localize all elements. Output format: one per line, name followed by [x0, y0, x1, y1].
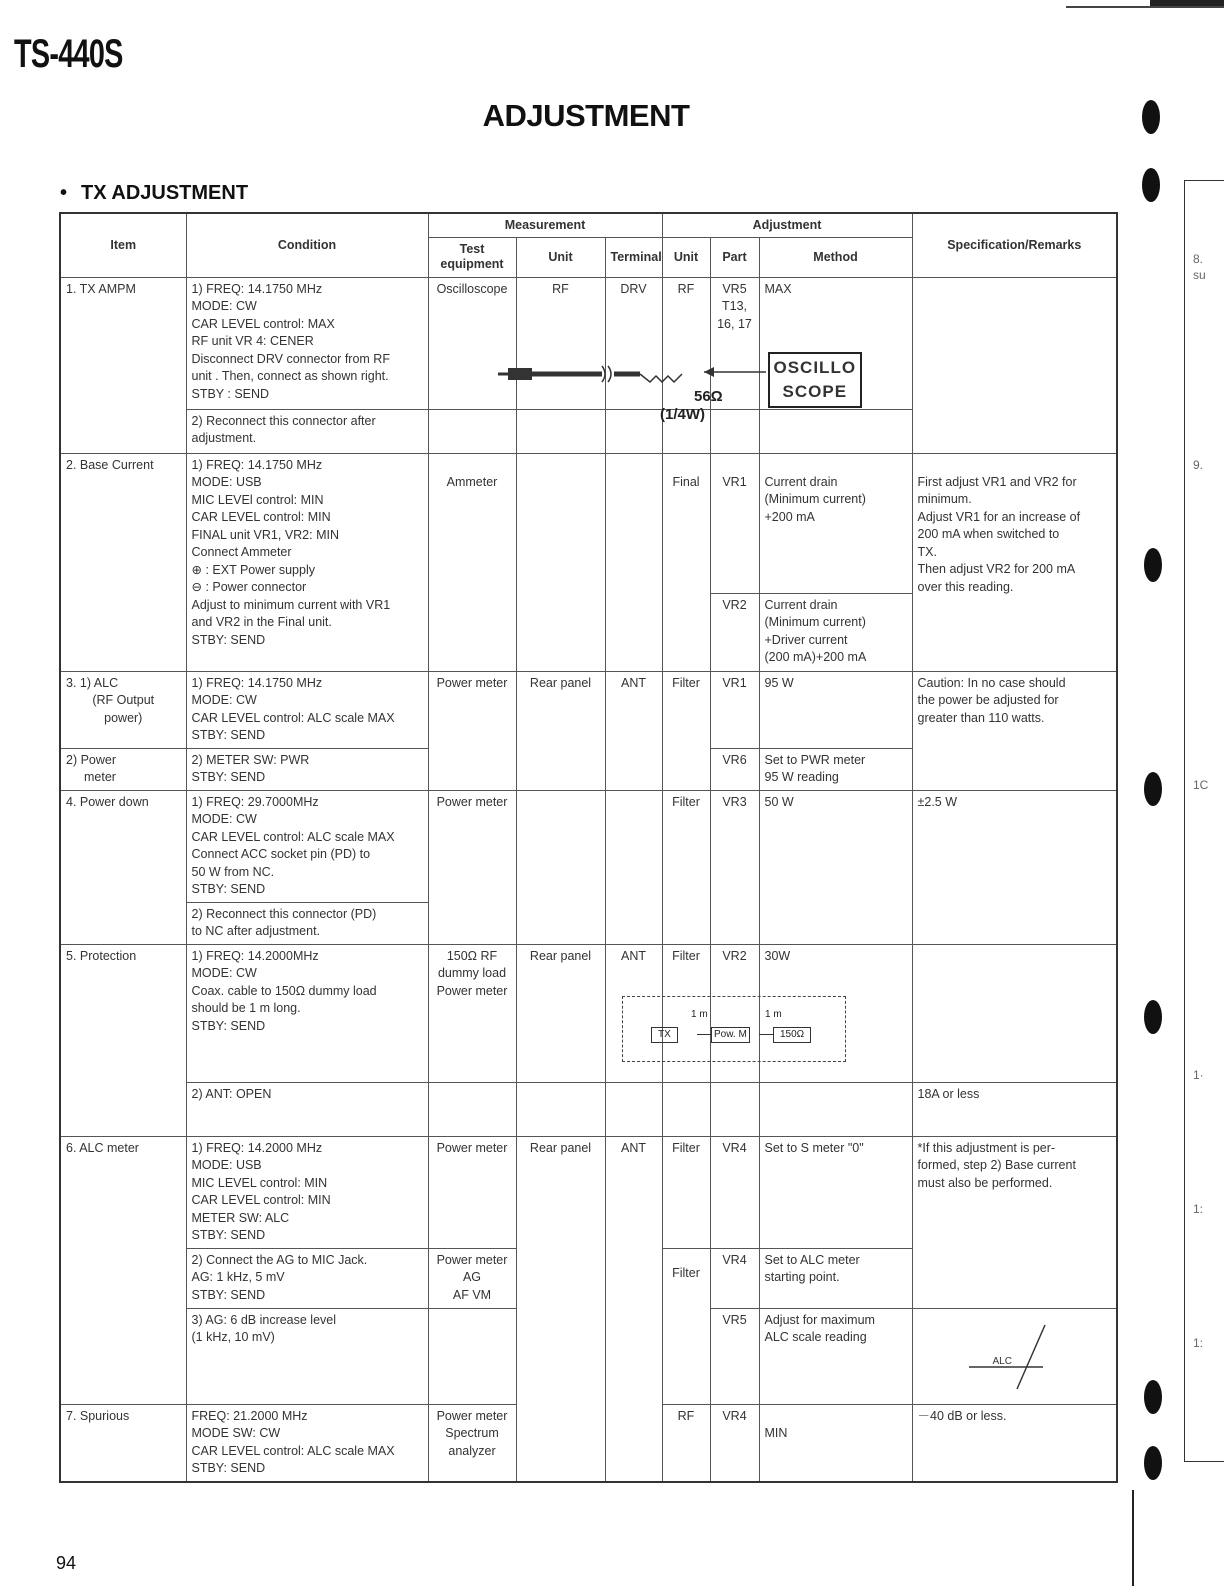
- connector-plug: [508, 368, 532, 380]
- part-cell: [710, 1082, 759, 1136]
- col-adj-unit: Unit: [662, 237, 710, 277]
- method-cell: 50 W: [759, 790, 912, 944]
- resistor-symbol: [640, 374, 682, 382]
- condition-cell: 1) FREQ: 14.1750 MHz MODE: CW CAR LEVEL control: MAX RF unit VR 4: CENER Disconnect DRV connector from RF unit . Then, connect as shown right. STBY : SEND: [186, 277, 428, 409]
- method-text: MAX: [764, 281, 792, 296]
- spec-cell: First adjust VR1 and VR2 for minimum. Adjust VR1 for an increase of 200 mA when switched to TX. Then adjust VR2 for 200 mA over this reading.: [912, 453, 1117, 671]
- margin-number: 1:: [1193, 1202, 1204, 1216]
- spec-cell: －40 dB or less.: [912, 1404, 1117, 1482]
- col-measurement: Measurement: [428, 213, 662, 237]
- terminal-cell: [605, 453, 662, 671]
- col-condition: Condition: [186, 213, 428, 277]
- spec-cell: *If this adjustment is per- formed, step 2) Base current must also be performed.: [912, 1136, 1117, 1308]
- power-meter-box: Pow. M: [711, 1027, 750, 1043]
- binder-hole: [1144, 772, 1162, 806]
- adj-unit-cell: Filter: [662, 1248, 710, 1404]
- model-name: TS-440S: [14, 32, 123, 76]
- col-test-equipment: Test equipment: [428, 237, 516, 277]
- method-cell: 95 W: [759, 671, 912, 748]
- dummy-load-box: 150Ω: [773, 1027, 811, 1043]
- item-cell: 5. Protection: [60, 944, 186, 1136]
- col-part: Part: [710, 237, 759, 277]
- adj-unit-cell: Filter: [662, 944, 710, 1082]
- margin-number: 1:: [1193, 1336, 1204, 1350]
- top-rule: [1066, 6, 1224, 8]
- method-cell: Set to PWR meter 95 W reading: [759, 748, 912, 790]
- unit-cell: Rear panel: [516, 944, 605, 1082]
- part-cell: VR2: [710, 593, 759, 671]
- condition-cell: 2) ANT: OPEN: [186, 1082, 428, 1136]
- adj-unit-cell: Final: [662, 453, 710, 671]
- page-number: 94: [56, 1553, 77, 1573]
- test-equipment-cell: [428, 1308, 516, 1404]
- adj-unit-cell: Filter: [662, 1136, 710, 1248]
- margin-number: su: [1193, 268, 1206, 282]
- margin-number: 8.: [1193, 252, 1204, 266]
- test-equipment-cell: Power meter Spectrum analyzer: [428, 1404, 516, 1482]
- unit-cell: [516, 790, 605, 944]
- item-cell: 1. TX AMPM: [60, 277, 186, 453]
- part-cell: VR2: [710, 944, 759, 1082]
- condition-cell: 2) METER SW: PWR STBY: SEND: [186, 748, 428, 790]
- col-unit: Unit: [516, 237, 605, 277]
- item-cell: 2) Power meter: [60, 748, 186, 790]
- method-cell: MIN: [759, 1404, 912, 1482]
- cable-length: 1 m: [691, 1009, 708, 1020]
- tx-box: TX: [651, 1027, 678, 1043]
- test-equipment-cell: Ammeter: [428, 453, 516, 671]
- test-equipment-cell: Power meter AG AF VM: [428, 1248, 516, 1308]
- condition-cell: 1) FREQ: 14.2000MHz MODE: CW Coax. cable to 150Ω dummy load should be 1 m long. STBY: SEND: [186, 944, 428, 1082]
- margin-number: 1·: [1193, 1068, 1204, 1082]
- col-terminal: Terminal: [605, 237, 662, 277]
- test-equipment-cell: [428, 1082, 516, 1136]
- col-spec: Specification/Remarks: [912, 213, 1117, 277]
- test-equipment-cell: Oscilloscope: [428, 277, 516, 409]
- spec-cell: Caution: In no case should the power be adjusted for greater than 110 watts.: [912, 671, 1117, 790]
- part-cell: VR3: [710, 790, 759, 944]
- part-cell: VR5: [710, 1308, 759, 1404]
- part-cell: VR4: [710, 1248, 759, 1308]
- binder-hole: [1144, 1000, 1162, 1034]
- spec-cell: 18A or less: [912, 1082, 1117, 1136]
- probe-connection-diagram: [490, 348, 790, 428]
- part-cell: VR1: [710, 671, 759, 748]
- table-row: [60, 944, 1117, 1082]
- test-equipment-cell: Power meter: [428, 790, 516, 944]
- condition-cell: 1) FREQ: 14.2000 MHz MODE: USB MIC LEVEL control: MIN CAR LEVEL control: MIN METER SW: ALC STBY: SEND: [186, 1136, 428, 1248]
- col-item: Item: [60, 213, 186, 277]
- test-equipment-cell: 150Ω RF dummy load Power meter: [428, 944, 516, 1082]
- method-cell: Adjust for maximum ALC scale reading: [759, 1308, 912, 1404]
- binder-hole: [1144, 1380, 1162, 1414]
- terminal-cell: [605, 1082, 662, 1136]
- condition-cell: 3) AG: 6 dB increase level (1 kHz, 10 mV): [186, 1308, 428, 1404]
- unit-cell: Rear panel: [516, 1136, 605, 1482]
- top-bar: [1150, 0, 1224, 6]
- resistor-rating: (1/4W): [660, 406, 705, 423]
- unit-cell: [516, 1082, 605, 1136]
- condition-cell: 1) FREQ: 29.7000MHz MODE: CW CAR LEVEL control: ALC scale MAX Connect ACC socket pin (PD) to 50 W from NC. STBY: SEND: [186, 790, 428, 902]
- item-cell: 7. Spurious: [60, 1404, 186, 1482]
- adj-unit-cell: RF: [662, 277, 710, 409]
- col-method: Method: [759, 237, 912, 277]
- condition-cell: 1) FREQ: 14.1750 MHz MODE: USB MIC LEVEl control: MIN CAR LEVEL control: MIN FINAL unit VR1, VR2: MIN Connect Ammeter ⊕ : EXT Power supply ⊖ : Power connector Adjust to minimum current with VR1 and VR2 in the Final unit. STBY: SEND: [186, 453, 428, 671]
- item-cell: 2. Base Current: [60, 453, 186, 671]
- alc-scale-diagram: [963, 1319, 1083, 1399]
- unit-cell: [516, 453, 605, 671]
- margin-number: 9.: [1193, 458, 1204, 472]
- resistor-value: 56Ω: [694, 388, 723, 405]
- part-cell: VR6: [710, 748, 759, 790]
- adj-unit-cell: RF: [662, 1404, 710, 1482]
- method-cell: Current drain (Minimum current) +Driver current (200 mA)+200 mA: [759, 593, 912, 671]
- binder-hole: [1144, 1446, 1162, 1480]
- margin-number: 1C: [1193, 778, 1209, 792]
- binder-hole: [1144, 548, 1162, 582]
- item-cell: 4. Power down: [60, 790, 186, 944]
- table-row: [60, 453, 1117, 593]
- col-adjustment: Adjustment: [662, 213, 912, 237]
- adj-unit-cell: [662, 1082, 710, 1136]
- adj-unit-cell: Filter: [662, 671, 710, 790]
- alc-label: ALC: [992, 1355, 1012, 1367]
- condition-cell: FREQ: 21.2000 MHz MODE SW: CW CAR LEVEL control: ALC scale MAX STBY: SEND: [186, 1404, 428, 1482]
- table-row: [60, 790, 1117, 902]
- terminal-cell: DRV: [605, 277, 662, 409]
- terminal-cell: ANT: [605, 1136, 662, 1482]
- alc-diagram-cell: [912, 1308, 1117, 1404]
- method-cell: Set to S meter "0": [759, 1136, 912, 1248]
- table-row: [60, 671, 1117, 748]
- terminal-cell: [605, 790, 662, 944]
- protection-diagram: [622, 996, 846, 1062]
- item-cell: 6. ALC meter: [60, 1136, 186, 1404]
- table-row: [60, 1136, 1117, 1248]
- part-cell: VR4: [710, 1136, 759, 1248]
- cable-length: 1 m: [765, 1009, 782, 1020]
- condition-cell: 1) FREQ: 14.1750 MHz MODE: CW CAR LEVEL control: ALC scale MAX STBY: SEND: [186, 671, 428, 748]
- section-heading: [60, 182, 248, 205]
- spec-cell: [912, 944, 1117, 1082]
- part-cell: VR1: [710, 453, 759, 593]
- condition-cell: 2) Reconnect this connector after adjustment.: [186, 409, 428, 453]
- test-equipment-cell: Power meter: [428, 671, 516, 790]
- item-cell: 3. 1) ALC (RF Output power): [60, 671, 186, 748]
- adj-unit-cell: Filter: [662, 790, 710, 944]
- unit-cell: Rear panel: [516, 671, 605, 790]
- method-cell: Current drain (Minimum current) +200 mA: [759, 453, 912, 593]
- method-cell: 30W: [759, 944, 912, 1082]
- table-row: [60, 1082, 1117, 1136]
- binding-edge: [1132, 1490, 1134, 1586]
- bullet: •: [60, 182, 68, 204]
- condition-cell: 2) Reconnect this connector (PD) to NC after adjustment.: [186, 902, 428, 944]
- spec-cell: [912, 277, 1117, 453]
- method-cell: Set to ALC meter starting point.: [759, 1248, 912, 1308]
- method-cell: [759, 1082, 912, 1136]
- spec-cell: ±2.5 W: [912, 790, 1117, 944]
- page-title: ADJUSTMENT: [482, 98, 690, 133]
- terminal-cell: ANT: [605, 671, 662, 790]
- next-page-edge: [1184, 180, 1224, 1462]
- binder-hole: [1142, 168, 1160, 202]
- unit-cell: RF: [516, 277, 605, 409]
- section-title: TX ADJUSTMENT: [81, 182, 249, 204]
- terminal-cell: ANT: [605, 944, 662, 1082]
- oscilloscope-box: OSCILLO SCOPE: [768, 352, 863, 408]
- part-cell: VR4: [710, 1404, 759, 1482]
- part-cell: VR5 T13, 16, 17: [710, 277, 759, 409]
- test-equipment-cell: Power meter: [428, 1136, 516, 1248]
- condition-cell: 2) Connect the AG to MIC Jack. AG: 1 kHz, 5 mV STBY: SEND: [186, 1248, 428, 1308]
